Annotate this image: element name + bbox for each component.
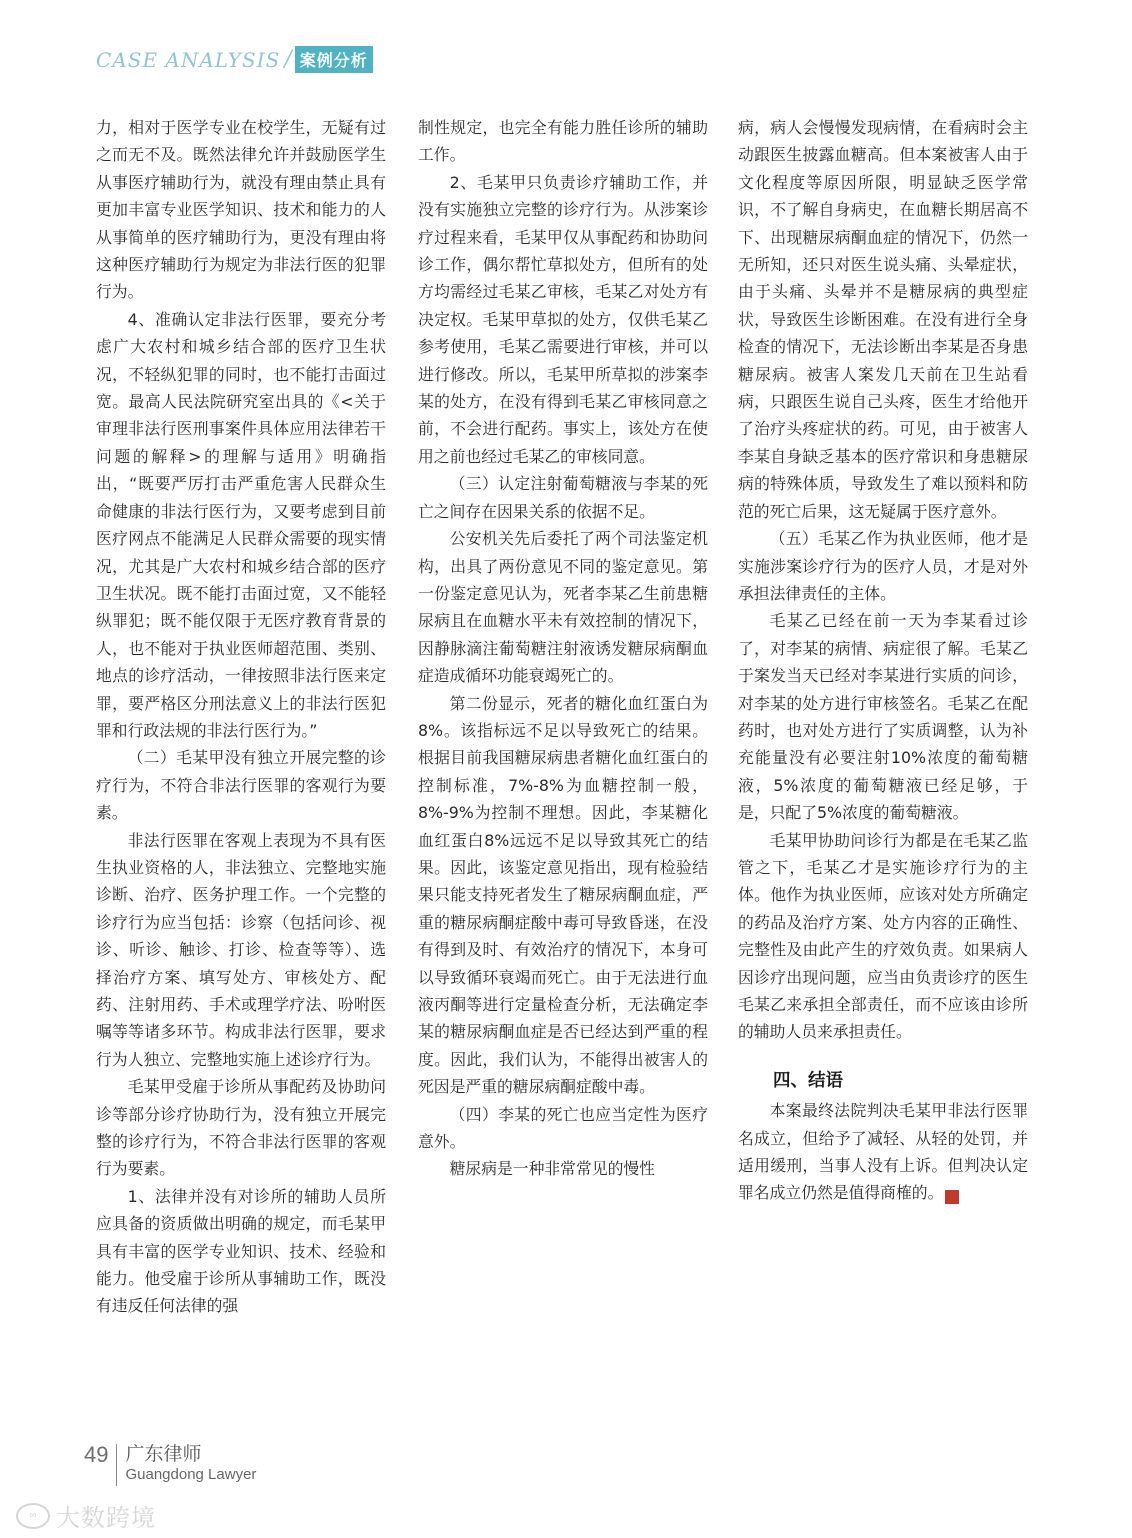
paragraph: 制性规定，也完全有能力胜任诊所的辅助工作。: [418, 118, 708, 165]
magazine-name: [125, 1442, 256, 1484]
subsection-heading: （三）认定注射葡萄糖液与李某的死亡之间存在因果关系的依据不足。: [418, 474, 708, 521]
page-footer: [84, 1442, 256, 1486]
paragraph: 2、毛某甲只负责诊疗辅助工作，并没有实施独立完整的诊疗行为。从涉案诊疗过程来看，毛某甲仅从事配药和协助问诊工作，偶尔帮忙草拟处方，但所有的处方均需经过毛某乙审核，毛某乙对处方有决定权。毛某甲草拟的处方，仅供毛某乙参考使用，毛某乙需要进行审核，并可以进行修改。所以，毛某甲所草拟的涉案李某的处方，在没有得到毛某乙审核同意之前，不会进行配药。事实上，该处方在使用之前也经过毛某乙的审核同意。: [418, 172, 708, 466]
section-header: [96, 46, 373, 73]
magazine-name-zh: 广东律师: [125, 1443, 202, 1465]
section-title-en: CASE ANALYSIS: [96, 47, 281, 72]
paragraph: 糖尿病是一种非常常见的慢性: [449, 1159, 655, 1179]
conclusion-text: 本案最终法院判决毛某甲非法行医罪名成立，但给予了减轻、从轻的处罚，并适用缓刑，当事人没有上诉。但判决认定罪名成立仍然是值得商榷的。: [738, 1101, 1028, 1203]
paragraph: 4、准确认定非法行医罪，要充分考虑广大农村和城乡结合部的医疗卫生状况，不轻纵犯罪的同时，也不能打击面过宽。最高人民法院研究室出具的《<关于审理非法行医刑事案件具体应用法律若干问题的解释>的理解与适用》明确指出，“既要严厉打击严重危害人民群众生命健康的非法行医行为，又要考虑到目前医疗网点不能满足人民群众需要的现实情况，尤其是广大农村和城乡结合部的医疗卫生状况。既不能打击面过宽，又不能轻纵罪犯；既不能仅限于无医疗教育背景的人，也不能对于执业医师超范围、类别、地点的诊疗活动，一律按照非法行医来定罪，要严格区分刑法意义上的非法行医犯罪和行政法规的非法行医行为。”: [96, 309, 386, 740]
subsection-heading: （二）毛某甲没有独立开展完整的诊疗行为，不符合非法行医罪的客观行为要素。: [96, 748, 386, 823]
paragraph: 非法行医罪在客观上表现为不具有医生执业资格的人，非法独立、完整地实施诊断、治疗、医务护理工作。一个完整的诊疗行为应当包括：诊察（包括问诊、视诊、听诊、触诊、打诊、检查等等）、选择治疗方案、填写处方、审核处方、配药、注射用药、手术或理学疗法、吩咐医嘱等等诸多环节。构成非法行医罪，要求行为人独立、完整地实施上述诊疗行为。: [96, 830, 386, 1069]
section-heading-conclusion: 四、结语: [773, 1070, 843, 1091]
section-separator: /: [284, 47, 292, 72]
watermark-logo-icon: ∞: [16, 1503, 50, 1529]
article-column-1: [96, 114, 386, 1320]
article-column-3: [738, 114, 1028, 1207]
paragraph: 毛某甲受雇于诊所从事配药及协助问诊等部分诊疗协助行为，没有独立开展完整的诊疗行为，不符合非法行医罪的客观行为要素。: [96, 1077, 386, 1179]
paragraph: 毛某甲协助问诊行为都是在毛某乙监管之下，毛某乙才是实施诊疗行为的主体。他作为执业医师，应该对处方所确定的药品及治疗方案、处方内容的正确性、完整性及由此产生的疗效负责。如果病人因诊疗出现问题，应当由负责诊疗的医生毛某乙来承担全部责任，而不应该由诊所的辅助人员来承担责任。: [738, 830, 1028, 1042]
paragraph: [738, 1097, 1028, 1207]
end-mark-icon: ■: [945, 1190, 959, 1204]
subsection-heading: （五）毛某乙作为执业医师，他才是实施涉案诊疗行为的医疗人员，才是对外承担法律责任的主体。: [738, 529, 1028, 603]
paragraph: 公安机关先后委托了两个司法鉴定机构，出具了两份意见不同的鉴定意见。第一份鉴定意见认为，死者李某乙生前患糖尿病且在血糖水平未有效控制的情况下，因静脉滴注葡萄糖注射液诱发糖尿病酮血症造成循环功能衰竭死亡的。: [418, 529, 708, 686]
paragraph: 第二份显示，死者的糖化血红蛋白为8%。该指标远不足以导致死亡的结果。根据目前我国糖尿病患者糖化血红蛋白的控制标准，7%-8%为血糖控制一般，8%-9%为控制不理想。因此，李某糖化血红蛋白8%远远不足以导致其死亡的结果。因此，该鉴定意见指出，现有检验结果只能支持死者发生了糖尿病酮血症，严重的糖尿病酮症酸中毒可导致昏迷，在没有得到及时、有效治疗的情况下，本身可以导致循环衰竭而死亡。由于无法进行血液丙酮等进行定量检查分析，无法确定李某的糖尿病酮血症是否已经达到严重的程度。因此，我们认为，不能得出被害人的死因是严重的糖尿病酮症酸中毒。: [418, 693, 708, 1097]
article-column-2: [418, 114, 708, 1183]
paragraph: 毛某乙已经在前一天为李某看过诊了，对李某的病情、病症很了解。毛某乙于案发当天已经对李某进行实质的问诊，对李某的处方进行审核签名。毛某乙在配药时，也对处方进行了实质调整，认为补充能量没有必要注射10%浓度的葡萄糖液，5%浓度的葡萄糖液已经足够，于是，只配了5%浓度的葡萄糖液。: [738, 611, 1028, 823]
page-number: 49: [84, 1442, 109, 1467]
paragraph: 病，病人会慢慢发现病情，在看病时会主动跟医生披露血糖高。但本案被害人由于文化程度等原因所限，明显缺乏医学常识，不了解自身病史，在血糖长期居高不下、出现糖尿病酮血症的情况下，仍然一无所知，还只对医生说头痛、头晕症状，由于头痛、头晕并不是糖尿病的典型症状，导致医生诊断困难。在没有进行全身检查的情况下，无法诊断出李某是否身患糖尿病。被害人案发几天前在卫生站看病，只跟医生说自己头疼，医生才给他开了治疗头疼症状的药。可见，由于被害人李某自身缺乏基本的医疗常识和身患糖尿病的特殊体质，导致发生了难以预料和防范的死亡后果，这无疑属于医疗意外。: [738, 118, 1028, 521]
watermark: [16, 1498, 156, 1533]
subsection-heading: （四）李某的死亡也应当定性为医疗意外。: [418, 1104, 708, 1152]
paragraph: 力，相对于医学专业在校学生，无疑有过之而无不及。既然法律允许并鼓励医学生从事医疗辅助行为，就没有理由禁止具有更加丰富专业医学知识、技术和能力的人从事简单的医疗辅助行为，更没有理由将这种医疗辅助行为规定为非法行医的犯罪行为。: [96, 118, 386, 302]
footer-divider: [116, 1444, 117, 1486]
watermark-text: 大数跨境: [56, 1504, 156, 1532]
section-title-zh: 案例分析: [295, 46, 373, 73]
paragraph: 1、法律并没有对诊所的辅助人员所应具备的资质做出明确的规定，而毛某甲具有丰富的医学专业知识、技术、经验和能力。他受雇于诊所从事辅助工作，既没有违反任何法律的强: [96, 1186, 386, 1316]
magazine-name-en: Guangdong Lawyer: [125, 1466, 257, 1483]
